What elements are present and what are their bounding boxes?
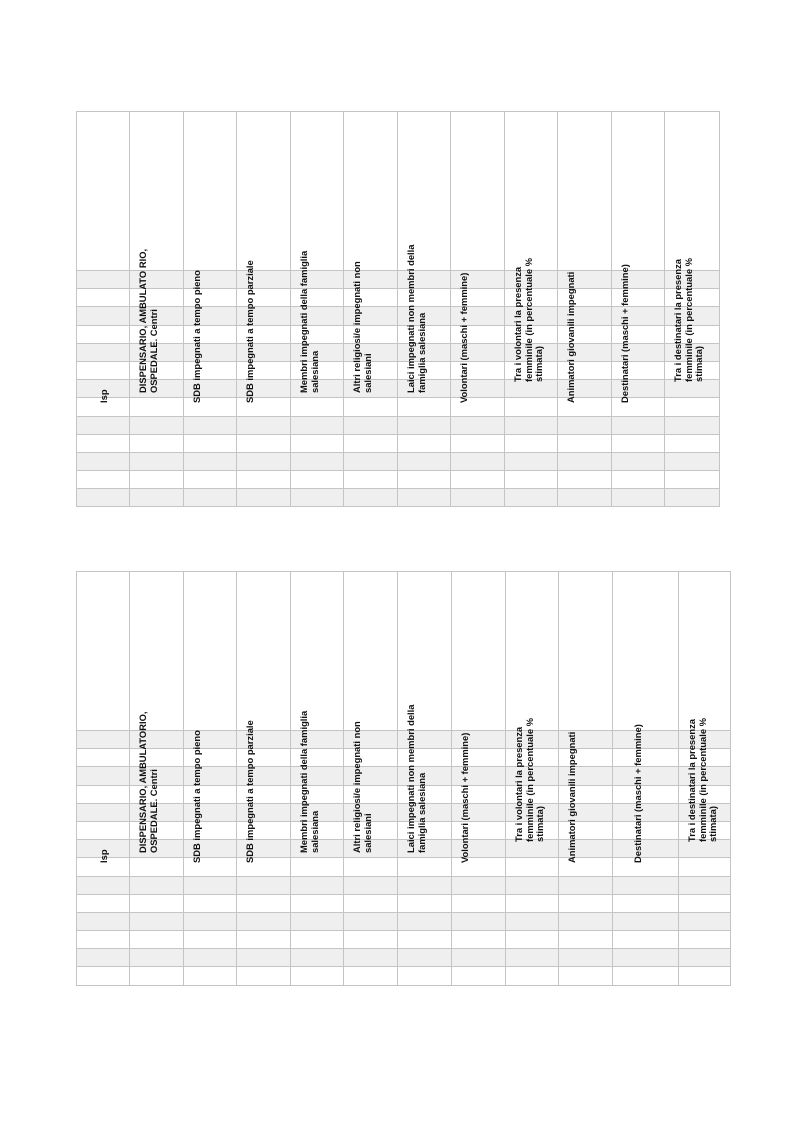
header-label: DISPENSARIO, AMBULATORIO, OSPEDALE. Centri bbox=[137, 711, 159, 853]
table-cell bbox=[665, 489, 720, 507]
table-cell bbox=[291, 876, 344, 894]
table-cell bbox=[344, 949, 398, 967]
table-cell bbox=[678, 858, 730, 876]
table-cell bbox=[678, 894, 730, 912]
table-cell bbox=[237, 471, 291, 489]
table-cell bbox=[558, 876, 612, 894]
table-cell bbox=[184, 931, 237, 949]
header-destinatari bbox=[612, 572, 678, 864]
table-cell bbox=[558, 931, 612, 949]
header-label: Tra i destinatari la presenza femminile (in percentuale % stimata) bbox=[672, 258, 705, 383]
table-cell bbox=[612, 731, 678, 749]
table-cell bbox=[558, 912, 612, 930]
table-cell bbox=[398, 876, 451, 894]
table-cell bbox=[77, 434, 130, 452]
table-cell bbox=[130, 858, 184, 876]
table-cell bbox=[291, 398, 344, 416]
header-isp bbox=[77, 112, 130, 404]
header-label: Membri impegnati della famiglia salesiana bbox=[298, 250, 320, 393]
table-cell bbox=[237, 489, 291, 507]
table-cell bbox=[612, 416, 665, 434]
table-cell bbox=[451, 876, 505, 894]
table-row bbox=[77, 949, 731, 967]
table-cell bbox=[612, 471, 665, 489]
table-cell bbox=[505, 416, 558, 434]
header-label: Isp bbox=[98, 849, 109, 864]
table-cell bbox=[558, 434, 612, 452]
header-label: Isp bbox=[98, 389, 109, 404]
table-cell bbox=[505, 931, 558, 949]
table-cell bbox=[558, 967, 612, 985]
header-isp bbox=[77, 572, 130, 864]
header-label: Laici impegnati non membri della famiglia salesiana bbox=[405, 244, 427, 393]
table-cell bbox=[678, 840, 730, 858]
table-cell bbox=[451, 967, 505, 985]
table-cell bbox=[184, 489, 237, 507]
table-cell bbox=[77, 876, 130, 894]
header-label: SDB impegnati a tempo parziale bbox=[244, 260, 255, 404]
table-cell bbox=[130, 416, 184, 434]
header-destinatari-femminile bbox=[665, 112, 720, 383]
table-cell bbox=[398, 489, 451, 507]
header-centri bbox=[130, 112, 184, 393]
table-cell bbox=[291, 931, 344, 949]
table-cell bbox=[398, 931, 451, 949]
table-cell bbox=[665, 452, 720, 470]
table-cell bbox=[237, 931, 291, 949]
header-volontari bbox=[451, 572, 505, 864]
table-cell bbox=[398, 452, 451, 470]
table-cell bbox=[77, 967, 130, 985]
header-volontari-femminile bbox=[505, 572, 558, 843]
header-label: Laici impegnati non membri della famiglia salesiana bbox=[405, 704, 428, 853]
table-cell bbox=[505, 967, 558, 985]
header-membri bbox=[291, 112, 344, 393]
table-cell bbox=[130, 949, 184, 967]
header-label: Tra i destinatari la presenza femminile (in percentuale % stimata) bbox=[685, 718, 719, 843]
table-cell bbox=[612, 967, 678, 985]
header-laici bbox=[398, 572, 451, 853]
table-cell bbox=[77, 894, 130, 912]
table-cell bbox=[237, 452, 291, 470]
header-label: Altri religiosi/e impegnati non salesiani bbox=[351, 261, 373, 393]
table-cell bbox=[291, 452, 344, 470]
table-cell bbox=[184, 949, 237, 967]
table-cell bbox=[398, 967, 451, 985]
header-label: DISPENSARIO, AMBULATO RIO, OSPEDALE. Centri bbox=[137, 248, 159, 393]
table-cell bbox=[184, 876, 237, 894]
table-row bbox=[77, 967, 731, 985]
table-cell bbox=[665, 434, 720, 452]
table-cell bbox=[184, 912, 237, 930]
table-cell bbox=[612, 931, 678, 949]
data-table-1 bbox=[76, 111, 720, 507]
header-membri bbox=[291, 572, 344, 853]
table-cell bbox=[77, 452, 130, 470]
table-cell bbox=[344, 471, 398, 489]
header-label: SDB impegnati a tempo parziale bbox=[244, 720, 256, 864]
table-cell bbox=[505, 434, 558, 452]
table-cell bbox=[612, 858, 678, 876]
table-cell bbox=[612, 821, 678, 839]
header-laici bbox=[398, 112, 451, 393]
header-row bbox=[77, 112, 720, 271]
table-cell bbox=[344, 452, 398, 470]
table-cell bbox=[344, 876, 398, 894]
table-cell bbox=[451, 452, 505, 470]
table-cell bbox=[612, 894, 678, 912]
table-cell bbox=[77, 949, 130, 967]
table-cell bbox=[451, 949, 505, 967]
table-cell bbox=[505, 858, 558, 876]
table-cell bbox=[398, 894, 451, 912]
table-cell bbox=[184, 434, 237, 452]
table-cell bbox=[237, 967, 291, 985]
table-cell bbox=[505, 471, 558, 489]
header-sdb-parziale bbox=[237, 112, 291, 404]
header-volontari-femminile bbox=[505, 112, 558, 383]
table-cell bbox=[130, 931, 184, 949]
table-cell bbox=[612, 785, 678, 803]
header-label: Destinatari (maschi + femmine) bbox=[619, 264, 630, 404]
table-cell bbox=[184, 471, 237, 489]
table-cell bbox=[130, 452, 184, 470]
table-cell bbox=[665, 398, 720, 416]
table-cell bbox=[184, 452, 237, 470]
table-cell bbox=[291, 471, 344, 489]
table-cell bbox=[451, 912, 505, 930]
table-cell bbox=[130, 912, 184, 930]
table-cell bbox=[398, 434, 451, 452]
header-label: Destinatari (maschi + femmine) bbox=[631, 724, 643, 864]
table-cell bbox=[291, 967, 344, 985]
header-destinatari bbox=[612, 112, 665, 404]
table-cell bbox=[184, 894, 237, 912]
table-cell bbox=[77, 931, 130, 949]
table-cell bbox=[291, 434, 344, 452]
table-cell bbox=[237, 876, 291, 894]
table-row bbox=[77, 452, 720, 470]
table-cell bbox=[505, 912, 558, 930]
table-cell bbox=[237, 416, 291, 434]
table-cell bbox=[612, 876, 678, 894]
table-cell bbox=[130, 967, 184, 985]
table-cell bbox=[291, 894, 344, 912]
table-row bbox=[77, 876, 731, 894]
table-row bbox=[77, 894, 731, 912]
table-cell bbox=[291, 949, 344, 967]
table-row bbox=[77, 416, 720, 434]
header-label: Animatori giovanili impegnati bbox=[565, 732, 577, 864]
table-cell bbox=[612, 767, 678, 785]
header-volontari bbox=[451, 112, 505, 404]
table-cell bbox=[505, 840, 558, 858]
table-cell bbox=[398, 471, 451, 489]
table-cell bbox=[77, 471, 130, 489]
table-cell bbox=[237, 894, 291, 912]
header-altri-religiosi bbox=[344, 112, 398, 393]
table-cell bbox=[505, 489, 558, 507]
table-cell bbox=[678, 967, 730, 985]
table-cell bbox=[398, 416, 451, 434]
table-cell bbox=[558, 489, 612, 507]
table-cell bbox=[505, 876, 558, 894]
table-cell bbox=[612, 840, 678, 858]
table-cell bbox=[344, 931, 398, 949]
header-sdb-pieno bbox=[184, 112, 237, 404]
table-cell bbox=[451, 471, 505, 489]
table-cell bbox=[612, 949, 678, 967]
table-cell bbox=[130, 398, 184, 416]
table-cell bbox=[130, 876, 184, 894]
table-cell bbox=[678, 876, 730, 894]
table-cell bbox=[77, 912, 130, 930]
header-label: Tra i volontari la presenza femminile (in percentuale % stimata) bbox=[512, 718, 545, 843]
table-cell bbox=[451, 434, 505, 452]
table-cell bbox=[678, 949, 730, 967]
table-cell bbox=[505, 452, 558, 470]
table-cell bbox=[344, 489, 398, 507]
table-cell bbox=[344, 967, 398, 985]
table-cell bbox=[130, 894, 184, 912]
table-cell bbox=[558, 894, 612, 912]
table-cell bbox=[237, 949, 291, 967]
header-label: Animatori giovanili impegnati bbox=[565, 272, 576, 404]
header-label: SDB impegnati a tempo pieno bbox=[191, 730, 203, 864]
table-cell bbox=[344, 858, 398, 876]
table-cell bbox=[665, 380, 720, 398]
table-cell bbox=[612, 749, 678, 767]
table-cell bbox=[612, 452, 665, 470]
table-row bbox=[77, 931, 731, 949]
table-cell bbox=[184, 416, 237, 434]
table-cell bbox=[237, 434, 291, 452]
table-cell bbox=[184, 967, 237, 985]
table-cell bbox=[451, 489, 505, 507]
table-cell bbox=[612, 912, 678, 930]
table-cell bbox=[665, 416, 720, 434]
header-centri bbox=[130, 572, 184, 853]
table-row bbox=[77, 434, 720, 452]
table-cell bbox=[344, 434, 398, 452]
header-destinatari-femminile bbox=[678, 572, 730, 843]
table-cell bbox=[291, 912, 344, 930]
header-label: Volontari (maschi + femmine) bbox=[458, 733, 470, 864]
table-cell bbox=[451, 416, 505, 434]
table-cell bbox=[678, 931, 730, 949]
table-cell bbox=[130, 434, 184, 452]
table-cell bbox=[612, 434, 665, 452]
table-cell bbox=[344, 416, 398, 434]
header-label: Altri religiosi/e impegnati non salesiani bbox=[351, 721, 373, 853]
table-cell bbox=[451, 894, 505, 912]
table-cell bbox=[77, 416, 130, 434]
header-animatori bbox=[558, 572, 612, 864]
header-sdb-pieno bbox=[184, 572, 237, 864]
table-cell bbox=[77, 489, 130, 507]
table-cell bbox=[678, 912, 730, 930]
header-row bbox=[77, 572, 731, 731]
table-cell bbox=[558, 452, 612, 470]
table-cell bbox=[505, 398, 558, 416]
table-cell bbox=[344, 912, 398, 930]
table-cell bbox=[344, 398, 398, 416]
header-label: SDB impegnati a tempo pieno bbox=[191, 270, 202, 404]
table-cell bbox=[505, 380, 558, 398]
table-cell bbox=[130, 489, 184, 507]
table-cell bbox=[398, 858, 451, 876]
table-cell bbox=[398, 398, 451, 416]
table-cell bbox=[612, 803, 678, 821]
table-cell bbox=[665, 471, 720, 489]
header-sdb-parziale bbox=[237, 572, 291, 864]
table-cell bbox=[558, 416, 612, 434]
header-label: Membri impegnati della famiglia salesiana bbox=[298, 710, 320, 853]
table-cell bbox=[344, 894, 398, 912]
header-altri-religiosi bbox=[344, 572, 398, 853]
header-animatori bbox=[558, 112, 612, 404]
table-cell bbox=[130, 471, 184, 489]
table-cell bbox=[398, 949, 451, 967]
table-cell bbox=[398, 912, 451, 930]
table-cell bbox=[237, 912, 291, 930]
table-row bbox=[77, 471, 720, 489]
table-cell bbox=[558, 471, 612, 489]
table-row bbox=[77, 489, 720, 507]
table-cell bbox=[612, 489, 665, 507]
header-label: Volontari (maschi + femmine) bbox=[458, 273, 469, 404]
table-cell bbox=[291, 489, 344, 507]
table-cell bbox=[505, 949, 558, 967]
table-row bbox=[77, 912, 731, 930]
table-cell bbox=[291, 416, 344, 434]
table-cell bbox=[505, 894, 558, 912]
table-cell bbox=[291, 858, 344, 876]
table-cell bbox=[451, 931, 505, 949]
header-label: Tra i volontari la presenza femminile (in percentuale % stimata) bbox=[512, 258, 545, 383]
data-table-2 bbox=[76, 571, 731, 986]
table-cell bbox=[558, 949, 612, 967]
